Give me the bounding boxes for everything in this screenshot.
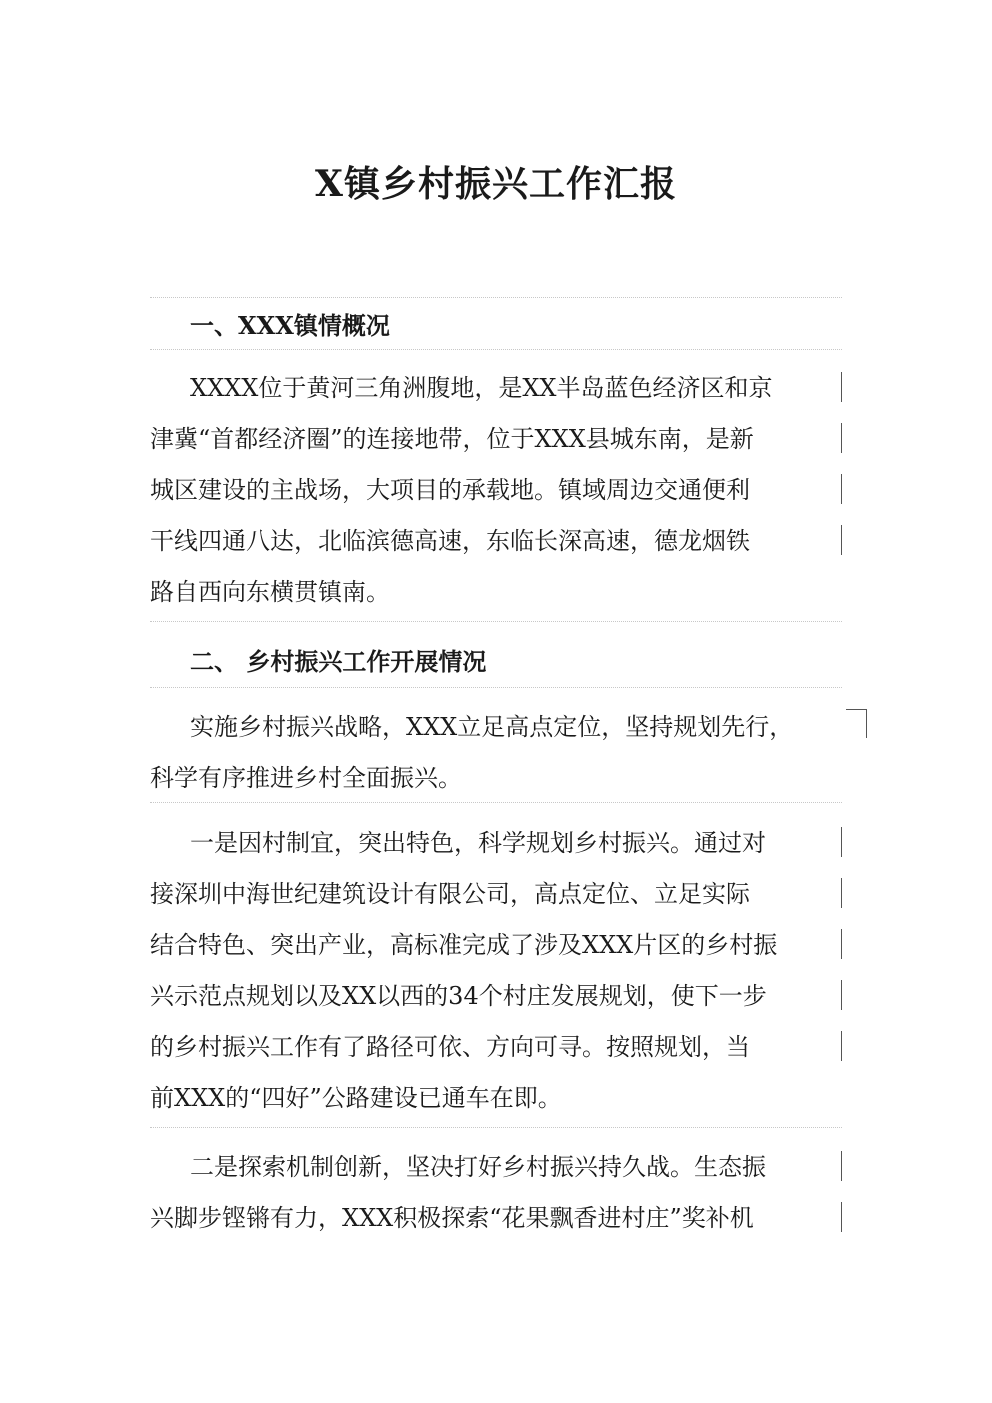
divider	[150, 621, 842, 622]
paragraph-intro	[150, 702, 840, 804]
text-line: 津冀“首都经济圈”的连接地带，位于XXX县城东南，是新	[150, 414, 840, 465]
divider	[150, 297, 842, 298]
text-line: 二是探索机制创新，坚决打好乡村振兴持久战。生态振	[150, 1142, 840, 1193]
paragraph-innovation	[150, 1142, 840, 1244]
text-line: 兴脚步铿锵有力，XXX积极探索“花果飘香进村庄”奖补机	[150, 1193, 840, 1244]
divider	[150, 1127, 842, 1128]
text-line: 干线四通八达，北临滨德高速，东临长深高速，德龙烟铁	[150, 516, 840, 567]
paragraph-overview	[150, 363, 840, 618]
text-line: XXXX位于黄河三角洲腹地，是XX半岛蓝色经济区和京	[150, 363, 840, 414]
text-line: 科学有序推进乡村全面振兴。	[150, 764, 462, 792]
section-heading-1: 一、XXX镇情概况	[190, 311, 390, 340]
divider	[150, 802, 842, 803]
margin-mark	[846, 709, 867, 738]
text-line: 路自西向东横贯镇南。	[150, 578, 390, 606]
text-line: 实施乡村振兴战略，XXX立足高点定位，坚持规划先行，	[190, 713, 794, 741]
text-line: 前XXX的“四好”公路建设已通车在即。	[150, 1084, 562, 1112]
text-line: 的乡村振兴工作有了路径可依、方向可寻。按照规划，当	[150, 1022, 840, 1073]
section-heading-2: 二、 乡村振兴工作开展情况	[190, 647, 487, 676]
text-line: 接深圳中海世纪建筑设计有限公司，高点定位、立足实际	[150, 869, 840, 920]
divider	[150, 687, 842, 688]
text-line: 一是因村制宜，突出特色，科学规划乡村振兴。通过对	[150, 818, 840, 869]
paragraph-planning	[150, 818, 840, 1124]
divider	[150, 349, 842, 350]
text-line: 城区建设的主战场，大项目的承载地。镇域周边交通便利	[150, 465, 840, 516]
text-line: 结合特色、突出产业，高标准完成了涉及XXX片区的乡村振	[150, 920, 840, 971]
text-line: 兴示范点规划以及XX以西的34个村庄发展规划，使下一步	[150, 971, 840, 1022]
document-title: X镇乡村振兴工作汇报	[315, 163, 677, 205]
